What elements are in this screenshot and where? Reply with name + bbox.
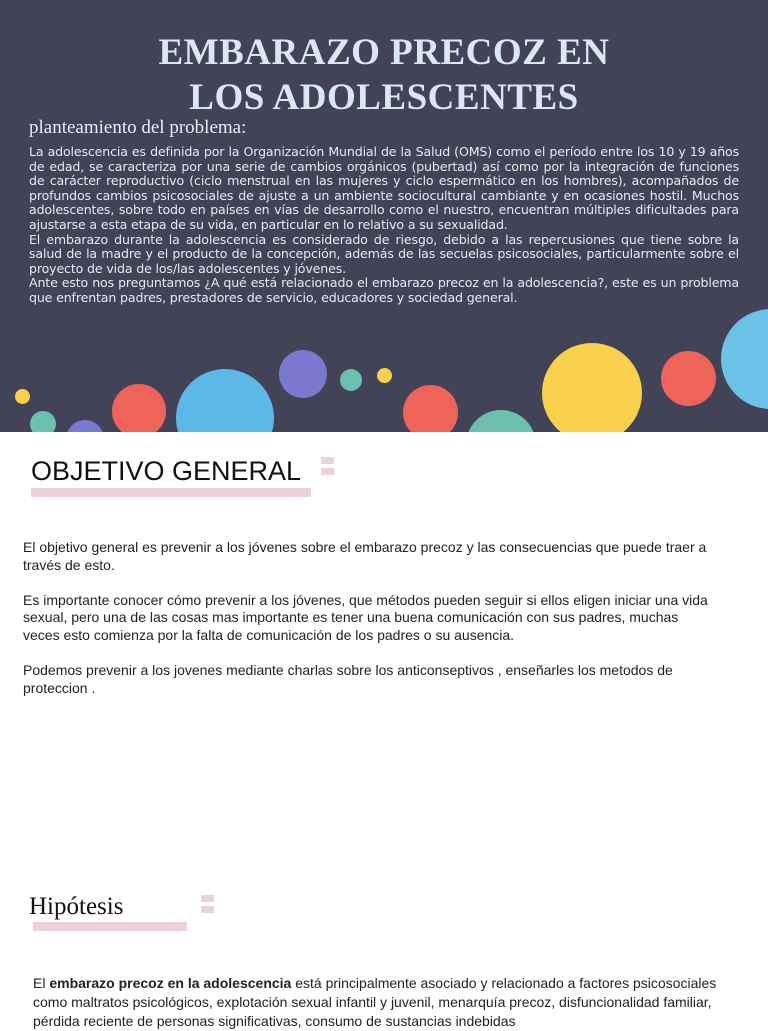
decorative-circle [279, 350, 327, 398]
hypothesis-body [33, 974, 723, 1031]
main-title [0, 30, 768, 120]
decorative-circle [721, 309, 768, 409]
decorative-circle [66, 420, 104, 432]
decorative-circle [30, 411, 56, 432]
hypothesis-text-bold: embarazo precoz en la adolescencia [49, 975, 292, 991]
objective-title: OBJETIVO GENERAL [31, 456, 302, 486]
decorative-pink-mark [321, 457, 334, 479]
decorative-circle [542, 343, 642, 432]
hypothesis-text-rest: está principalmente asociado y relacionado a factores psicosociales como maltratos psicológicos, explotación sexual infantil y juvenil, menarquía precoz, disfuncionalidad familiar, pérdida reciente de personas significativas, consumo de sustancias indebidas [33, 975, 717, 1029]
problem-subtitle: planteamiento del problema: [29, 117, 247, 138]
decorative-circle [377, 368, 392, 383]
decorative-pink-mark [201, 895, 214, 917]
objective-paragraph-3: Podemos prevenir a los jovenes mediante charlas sobre los anticonseptivos , enseñarles los metodos de proteccion . [23, 661, 673, 696]
title-slide [0, 0, 768, 432]
objective-paragraph-2: Es importante conocer cómo prevenir a los jóvenes, que métodos pueden seguir si ellos eligen iniciar una vida sexual, pero una de las cosas mas importante es tener una buena comunicación con sus padres, muchas veces esto comienza por la falta de comunicación de los padres o su ausencia. [23, 591, 708, 644]
title-underline [33, 922, 187, 931]
title-underline [31, 488, 311, 497]
title-line-1: EMBARAZO PRECOZ EN [158, 32, 610, 73]
decorative-circle [661, 351, 716, 406]
decorative-circle [15, 389, 30, 404]
decorative-circle [340, 369, 362, 391]
hypothesis-text-prefix: El [33, 975, 50, 991]
problem-paragraph-3: Ante esto nos preguntamos ¿A qué está relacionado el embarazo precoz en la adolescencia?, este es un problema que enfrentan padres, prestadores de servicio, educadores y sociedad general. [29, 275, 739, 305]
decorative-circle [176, 369, 274, 432]
problem-paragraph-2: El embarazo durante la adolescencia es considerado de riesgo, debido a las repercusiones que tiene sobre la salud de la madre y el producto de la concepción, además de las secuelas psicosociales, particularmente sobre el proyecto de vida de los/las adolescentes y jóvenes. [29, 231, 739, 276]
objective-paragraph-1: El objetivo general es prevenir a los jóvenes sobre el embarazo precoz y las consecuencias que puede traer a través de esto. [23, 539, 707, 573]
problem-statement [29, 145, 739, 306]
decorative-circle [112, 384, 166, 432]
title-line-2: LOS ADOLESCENTES [189, 77, 579, 118]
problem-paragraph-1: La adolescencia es definida por la Organización Mundial de la Salud (OMS) como el período entre los 10 y 19 años de edad, se caracteriza por una serie de cambios orgánicos (pubertad) así como por la integración de funciones de carácter reproductivo (ciclo menstrual en las mujeres y ciclo espermático en los hombres), acompañados de profundos cambios psicosociales de ajuste a un ambiente sociocultural cambiante y en ocasiones hostil. Muchos adolescentes, sobre todo en países en vías de desarrollo como el nuestro, encuentran múltiples dificultades para ajustarse a esta etapa de su vida, en particular en lo relativo a su sexualidad. [29, 144, 739, 232]
objective-body [23, 539, 713, 715]
hypothesis-title: Hipótesis [29, 893, 124, 920]
decorative-circle [466, 410, 536, 432]
decorative-circle [403, 385, 458, 432]
